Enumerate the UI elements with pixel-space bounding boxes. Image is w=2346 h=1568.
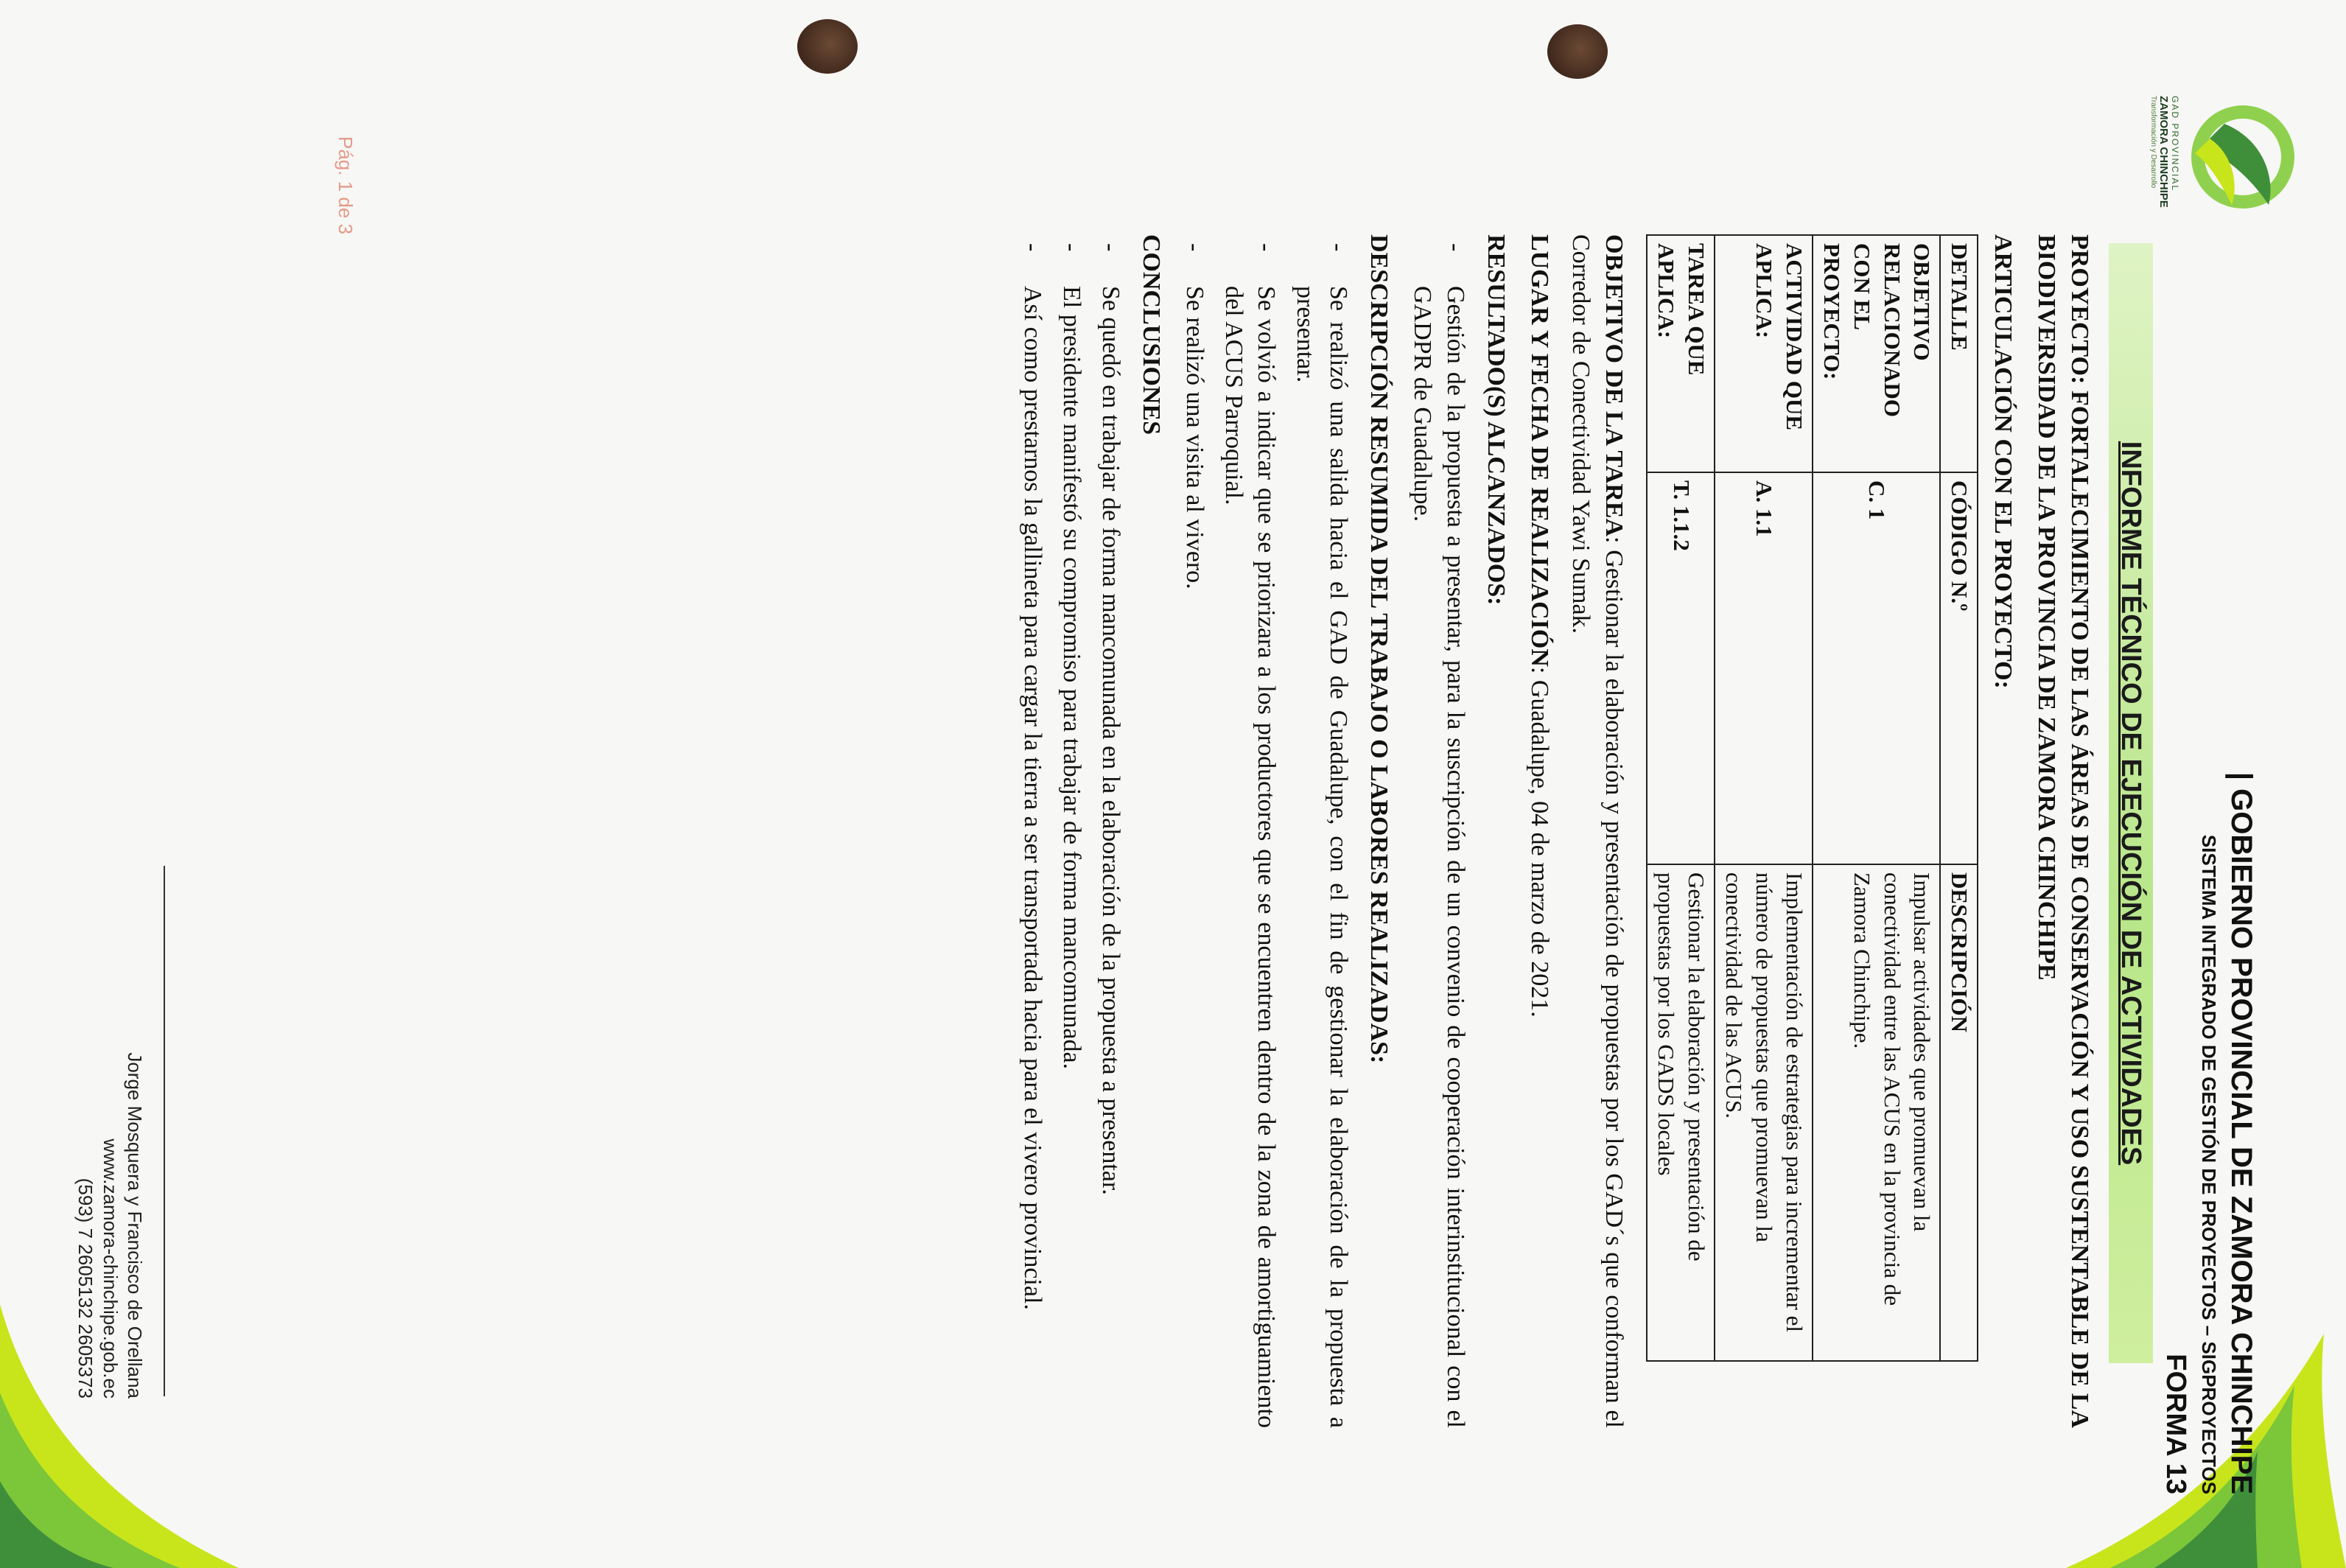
table-cell: A. 1.1 <box>1715 472 1813 864</box>
footer-phone: (593) 7 2605132 2605373 <box>74 1177 97 1399</box>
logo-icon <box>2180 94 2305 220</box>
header-block <box>2160 772 2258 1494</box>
form-number: FORMA 13 <box>2160 1354 2191 1494</box>
report-body <box>1008 234 2095 1428</box>
list-item: - Se realizó una salida hacia el GAD de Guadalupe, con el fin de gestionar la elaboración de la propuesta a presentar. <box>1288 286 1354 1428</box>
table-cell: C. 1 <box>1813 472 1941 864</box>
objective-paragraph <box>1564 234 1631 1428</box>
description-list <box>1177 234 1354 1428</box>
project-text: PROYECTO: FORTALECIMIENTO DE LAS ÁREAS DE CONSERVACIÓN Y USO SUSTENTABLE DE LA BIODIVERSIDAD DE LA PROVINCIA DE ZAMORA CHINCHIPE <box>2033 234 2093 1428</box>
table-row <box>1647 235 1715 1361</box>
objective-label: OBJETIVO DE LA TAREA <box>1600 234 1628 536</box>
objective-text: : Gestionar la elaboración y presentación de propuestas por los GAD´s que conforman el Corredor de Conectividad Yawi Sumak. <box>1567 234 1628 1429</box>
punch-hole <box>797 19 858 74</box>
articulation-table <box>1646 234 1978 1362</box>
table-cell: Impulsar actividades que promuevan la conectividad entre las ACUS en la provincia de Zamora Chinchipe. <box>1813 864 1941 1361</box>
table-cell: TAREA QUE APLICA: <box>1647 235 1715 472</box>
table-cell: Gestionar la elaboración y presentación de propuestas por los GADS locales <box>1647 864 1715 1361</box>
logo-line-1: GAD PROVINCIAL <box>2170 96 2180 192</box>
footer-address: Jorge Mosquera y Francisco de Orellana <box>124 1052 146 1399</box>
list-item: - El presidente manifestó su compromiso para trabajar de forma mancomunada. <box>1054 286 1088 1428</box>
organization-name: | GOBIERNO PROVINCIAL DE ZAMORA CHINCHIPE <box>2225 771 2258 1494</box>
logo-line-3: Transformación y Desarrollo <box>2149 96 2157 189</box>
project-paragraph <box>2029 234 2095 1428</box>
place-date-label: LUGAR Y FECHA DE REALIZACIÓN <box>1525 234 1553 667</box>
table-cell: OBJETIVO RELACIONADO CON EL PROYECTO: <box>1813 235 1941 472</box>
table-header: DESCRIPCIÓN <box>1940 864 1978 1361</box>
results-list <box>1405 234 1471 1428</box>
table-cell: T. 1.1.2 <box>1647 472 1715 864</box>
table-row <box>1715 235 1813 1361</box>
conclusions-heading: CONCLUSIONES <box>1137 234 1165 435</box>
list-item: - Se realizó una visita al vivero. <box>1177 286 1211 1428</box>
system-name: SISTEMA INTEGRADO DE GESTIÓN DE PROYECTOS – SIGPROYECTOS <box>2198 834 2220 1494</box>
footer-divider <box>164 866 165 1396</box>
list-item: - Gestión de la propuesta a presentar, para la suscripción de un convenio de cooperación interinstitucional con el GADPR de Guadalupe. <box>1405 286 1471 1428</box>
list-item: - Se quedó en trabajar de forma mancomunada en la elaboración de la propuesta a presentar. <box>1093 286 1127 1428</box>
table-header: DETALLE <box>1940 235 1978 472</box>
table-header-row <box>1940 235 1978 1361</box>
description-heading: DESCRIPCIÓN RESUMIDA DEL TRABAJO O LABORES REALIZADAS: <box>1365 234 1393 1064</box>
place-date-text: : Guadalupe, 04 de marzo de 2021. <box>1525 666 1553 1018</box>
results-heading: RESULTADO(S) ALCANZADOS: <box>1482 234 1510 606</box>
page-number: Pág. 1 de 3 <box>335 136 357 234</box>
articulation-heading: ARTICULACIÓN CON EL PROYECTO: <box>1989 234 2017 689</box>
report-title: INFORME TÉCNICO DE EJECUCIÓN DE ACTIVIDADES <box>2115 441 2146 1166</box>
logo-line-2: ZAMORA CHINCHIPE <box>2157 96 2170 208</box>
table-row <box>1813 235 1941 1361</box>
logo-text <box>2149 96 2180 243</box>
conclusions-list <box>1015 234 1127 1428</box>
table-cell: Implementación de estrategias para incrementar el número de propuestas que promuevan la conectividad de las ACUS. <box>1715 864 1813 1361</box>
list-item: - Se volvió a indicar que se priorizara a los productores que se encuentren dentro de la zona de amortiguamiento del ACUS Parroquial. <box>1216 286 1283 1428</box>
table-header: CÓDIGO N.º <box>1940 472 1978 864</box>
table-cell: ACTIVIDAD QUE APLICA: <box>1715 235 1813 472</box>
list-item: - Así como prestarnos la gallineta para cargar la tierra a ser transportada hacia para el vivero provincial. <box>1015 286 1048 1428</box>
place-date-paragraph <box>1522 234 1555 1428</box>
footer-website: www.zamora-chinchipe.gob.ec <box>99 1138 122 1399</box>
footer-contact <box>73 1052 147 1399</box>
punch-hole <box>1547 24 1608 79</box>
